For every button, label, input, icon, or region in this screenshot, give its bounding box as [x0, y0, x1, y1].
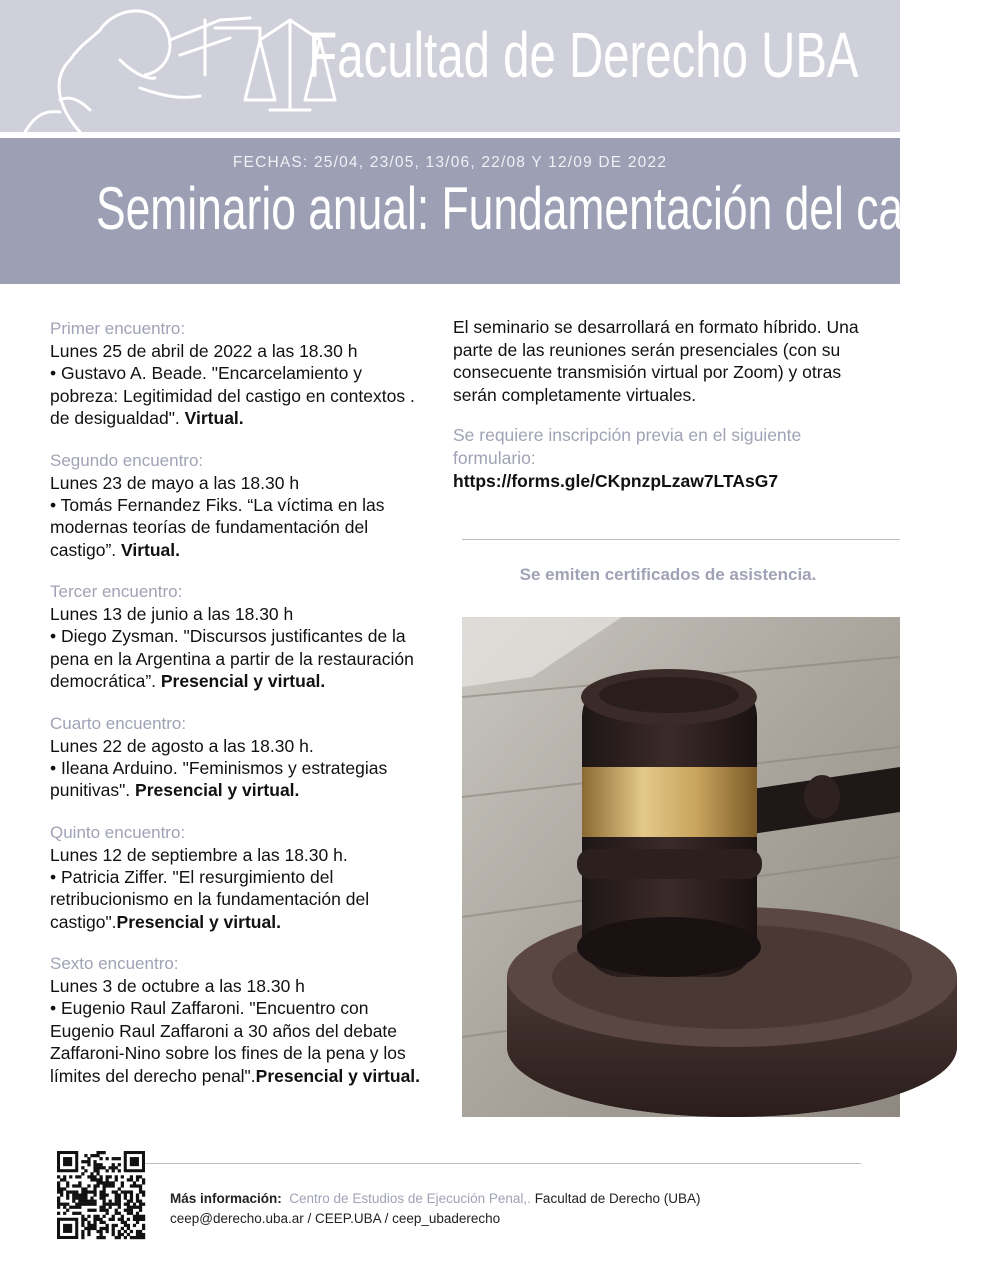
- info-divider: [462, 539, 900, 540]
- more-info-label: Más información:: [170, 1191, 282, 1206]
- meeting-4: [50, 713, 430, 802]
- meeting-description: [50, 625, 430, 693]
- seminar-dates: FECHAS: 25/04, 23/05, 13/06, 22/08 Y 12/09 DE 2022: [232, 154, 668, 171]
- format-description: El seminario se desarrollará en formato híbrido. Una parte de las reuniones serán presenciales (con su consecuente transmisión virtual por Zoom) y otras serán completamente virtuales.: [453, 317, 859, 405]
- contacts-line[interactable]: ceep@derecho.uba.ar / CEEP.UBA / ceep_ubaderecho: [170, 1211, 501, 1226]
- meeting-3: [50, 581, 430, 693]
- meeting-description: [50, 494, 430, 562]
- meeting-label: Primer encuentro:: [50, 319, 186, 338]
- meeting-speaker-topic: • Diego Zysman. "Discursos justificantes de la pena en la Argentina a partir de la restauración democrática”.: [50, 626, 414, 691]
- meeting-description: [50, 757, 430, 802]
- meeting-6: [50, 953, 430, 1087]
- meeting-label: Quinto encuentro:: [50, 822, 186, 842]
- meeting-mode: Presencial y virtual.: [116, 911, 281, 932]
- meeting-speaker-topic: • Ileana Arduino. "Feminismos y estrategias punitivas".: [50, 757, 388, 800]
- meeting-mode: Presencial y virtual.: [255, 1065, 421, 1086]
- meeting-1: [50, 318, 430, 430]
- registration-requirement: Se requiere inscripción previa en el siguiente formulario:: [453, 425, 802, 468]
- meeting-date: Lunes 13 de junio a las 18.30 h: [50, 604, 294, 624]
- footer-divider: [143, 1163, 861, 1164]
- meeting-label: Cuarto encuentro:: [50, 713, 187, 733]
- meeting-date: Lunes 22 de agosto a las 18.30 h.: [50, 735, 314, 756]
- meeting-label: Segundo encuentro:: [50, 450, 204, 470]
- info-column: [453, 316, 873, 493]
- meeting-speaker-topic: • Tomás Fernandez Fiks. “La víctima en las modernas teorías de fundamentación del castigo”.: [50, 494, 385, 560]
- meeting-mode: Presencial y virtual.: [160, 671, 326, 691]
- faculty-name: Facultad de Derecho (UBA): [530, 1191, 701, 1206]
- more-info: [170, 1189, 701, 1229]
- meeting-description: [50, 997, 430, 1087]
- meeting-mode: Virtual.: [184, 408, 244, 428]
- center-name: Centro de Estudios de Ejecución Penal,.: [289, 1191, 531, 1206]
- justice-figure-logo-icon: [20, 0, 340, 132]
- seminar-title: Seminario anual: Fundamentación del castigo: [96, 175, 997, 242]
- meeting-label: Sexto encuentro:: [50, 954, 179, 973]
- meeting-date: Lunes 25 de abril de 2022 a las 18.30 h: [50, 341, 358, 361]
- meeting-5: [50, 822, 430, 934]
- faculty-title: Facultad de Derecho UBA: [307, 19, 858, 91]
- meeting-date: Lunes 23 de mayo a las 18.30 h: [50, 472, 300, 493]
- meeting-speaker-topic: • Gustavo A. Beade. "Encarcelamiento y pobreza: Legitimidad del castigo en contextos . de desigualdad".: [50, 363, 415, 428]
- meeting-description: [50, 866, 430, 934]
- meeting-description: [50, 362, 430, 430]
- meeting-label: Tercer encuentro:: [50, 582, 183, 601]
- qr-code-icon: [57, 1151, 145, 1241]
- meeting-date: Lunes 3 de octubre a las 18.30 h: [50, 976, 305, 996]
- meeting-date: Lunes 12 de septiembre a las 18.30 h.: [50, 844, 348, 865]
- header-top: [0, 0, 900, 132]
- meeting-2: [50, 450, 430, 562]
- more-info-line: [170, 1189, 701, 1209]
- meeting-mode: Presencial y virtual.: [135, 780, 300, 800]
- gavel-photo: [462, 617, 900, 1117]
- meeting-speaker-topic: • Eugenio Raul Zaffaroni. "Encuentro con Eugenio Raul Zaffaroni a 30 años del debate Zaffaroni-Nino sobre los fines de la pena y los límites del derecho penal".: [50, 998, 406, 1086]
- meeting-speaker-topic: • Patricia Ziffer. "El resurgimiento del retribucionismo en la fundamentación del castigo".: [50, 866, 370, 932]
- meeting-mode: Virtual.: [121, 539, 181, 560]
- meetings-list: [50, 318, 430, 1107]
- registration-form-link[interactable]: https://forms.gle/CKpnzpLzaw7LTAsG7: [453, 471, 779, 491]
- certificates-notice: Se emiten certificados de asistencia.: [519, 565, 817, 584]
